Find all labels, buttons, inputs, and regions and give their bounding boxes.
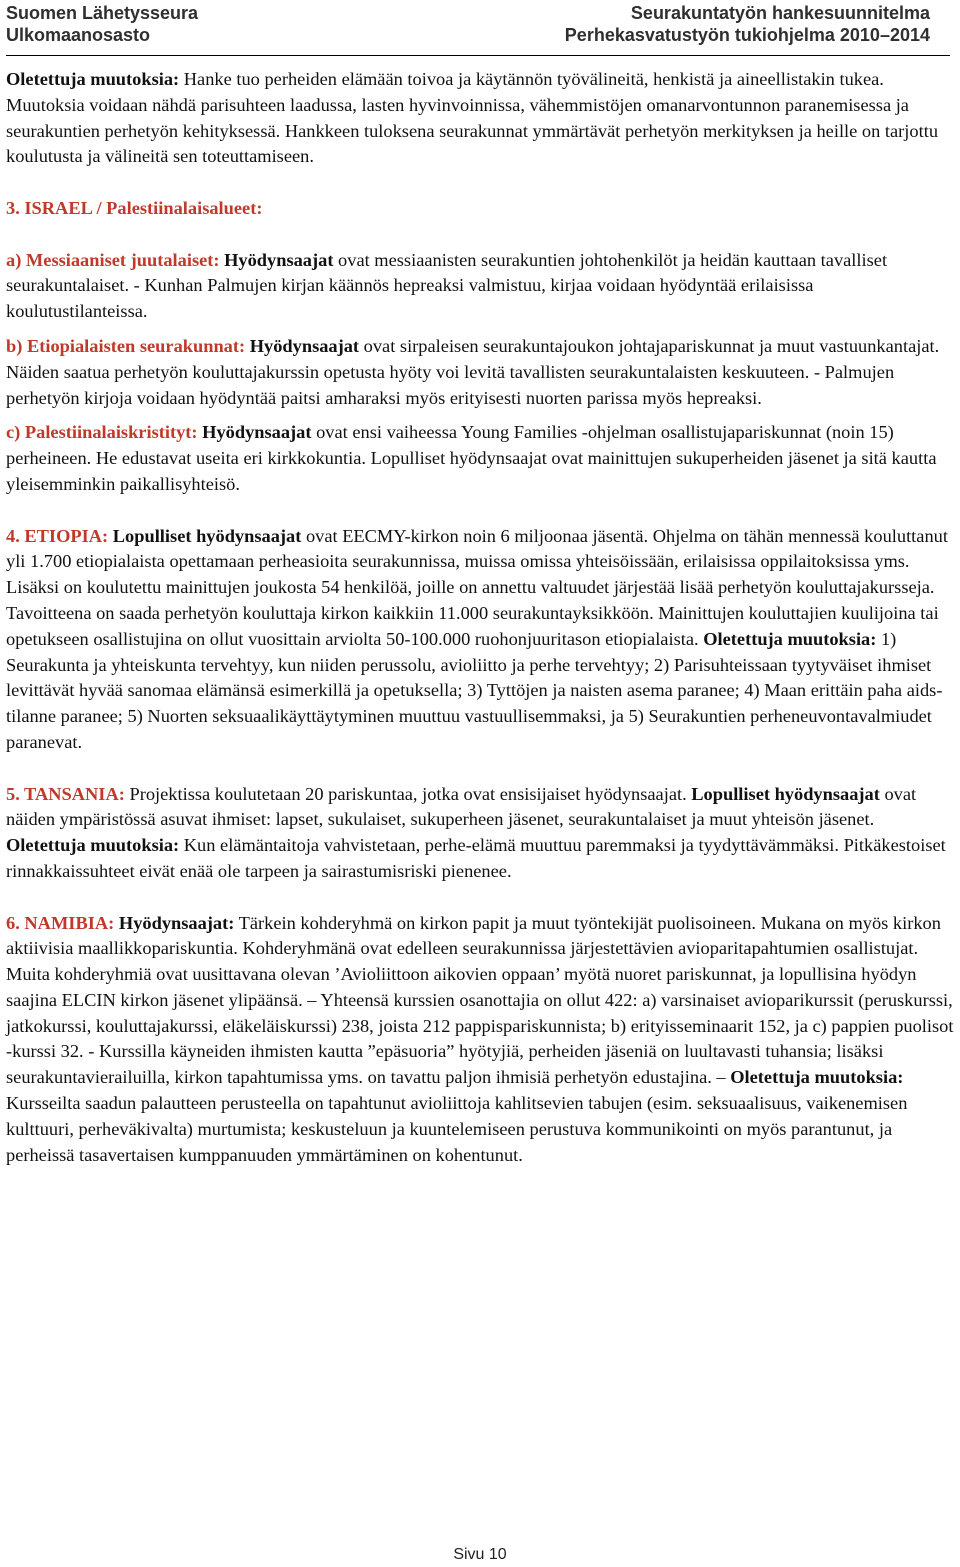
bold-final-beneficiaries: Lopulliset hyödynsaajat <box>108 525 302 546</box>
bold-expected-changes: Oletettuja muutoksia: <box>6 835 180 856</box>
paragraph-text: Projektissa koulutetaan 20 pariskuntaa, jotka ovat ensisijaiset hyödynsaajat. <box>124 783 687 804</box>
section-heading-text: 3. ISRAEL / Palestiinalaisalueet: <box>6 197 263 218</box>
bold-beneficiaries: Hyödynsaajat <box>197 422 312 443</box>
paragraph-text: Hanke tuo perheiden elämään toivoa ja käytännön työvälineitä, henkistä ja aineellistakin tukea. Muutoksia voidaan nähdä parisuhteen laadussa, lasten hyvinvoinnissa, vähemmistöjen omanarvontunnon paranemisessa ja seurakuntien perhetyön kehityksessä. Hankkeen tuloksena seurakunnat ymmärtävät perhetyön merkityksen ja heille on tarjottu koulutusta ja välineitä sen toteuttamiseen. <box>6 69 939 167</box>
label-expected-changes: Oletettuja muutoksia: <box>6 69 180 89</box>
section-heading-tanzania: 5. TANSANIA: <box>6 783 125 804</box>
bold-expected-changes: Oletettuja muutoksia: <box>725 1067 904 1088</box>
org-name: Suomen Lähetysseura <box>6 3 199 23</box>
paragraph-text: ovat sirpaleisen seurakuntajoukon johtajapariskunnat ja muut vastuunkantajat. Näiden saatua perhetyön kouluttajakurssin opetusta hyöty voi levitä tavallisten seurakuntalaisten keskuuteen. - Palmujen perhetyön kirjoja voidaan hyödyntää paitsi amharaksi myös erityisesti nuorten parissa myös hepreaksi. <box>6 335 940 408</box>
paragraph-israel-b <box>6 334 956 411</box>
paragraph-text: ovat ensi vaiheessa Young Families -ohjelman osallistujapariskunnat (noin 15) perheineen. He edustavat useita eri kirkkokuntia. Lopulliset hyödynsaajat ovat mainittujen sukuperheiden jäsenet ja sitä kautta yleisemminkin paikallisyhteisö. <box>6 422 937 494</box>
bold-final-beneficiaries: Lopulliset hyödynsaajat <box>686 783 880 804</box>
bold-beneficiaries: Hyödynsaajat <box>219 249 334 270</box>
paragraph-text: ovat näiden ympäristössä asuvat ihmiset: lapset, sukulaiset, sukuperheen jäsenet, seurakuntalaiset ja muut yhteisön jäsenet. <box>6 783 917 830</box>
paragraph-ethiopia <box>6 524 956 756</box>
paragraph-text: Kun elämäntaitoja vahvistetaan, perhe-elämä muuttuu paremmaksi ja tyydyttävämmäksi. Pitkäkestoiset rinnakkaissuhteet eivät enää ole tarpeen ja sairastumisriski pienenee. <box>6 835 946 881</box>
section-heading-namibia: 6. NAMIBIA: <box>6 912 115 933</box>
label-israel-a: a) Messiaaniset juutalaiset: <box>6 249 220 270</box>
section-heading-israel <box>6 196 956 222</box>
bold-beneficiaries: Hyödynsaajat: <box>114 912 235 933</box>
section-heading-ethiopia: 4. ETIOPIA: <box>6 525 109 546</box>
paragraph-text: ovat EECMY-kirkon noin 6 miljoonaa jäsentä. Ohjelma on tähän mennessä kouluttanut yli 1.700 etiopialaista opettamaan perheasioita seurakunnissa, muissa omissa yhteisöissään, erilaisissa oppilaitoksissa yms. Lisäksi on koulutettu mainittujen joukosta 54 henkilöä, joille on annettu valtuudet järjestää lisää perhetyön kouluttajakursseja. Tavoitteena on saada perhetyön kouluttaja kirkon kaikkiin 11.000 seurakuntayksikköön. Mainittujen kouluttajien kuulijoina tai opetukseen osallistujina on ollut vuosittain arviolta 50-100.000 ruohonjuuritason etiopialaista. <box>6 525 948 649</box>
department-name: Ulkomaanosasto <box>6 25 151 45</box>
label-israel-b: b) Etiopialaisten seurakunnat: <box>6 335 246 356</box>
bold-beneficiaries: Hyödynsaajat <box>245 335 360 356</box>
page-header <box>6 2 930 46</box>
page-number: Sivu 10 <box>453 1546 507 1563</box>
paragraph-israel-c <box>6 420 956 497</box>
paragraph-expected-changes <box>6 67 956 170</box>
label-israel-c: c) Palestiinalaiskristityt: <box>6 422 198 443</box>
paragraph-israel-a <box>6 248 956 325</box>
program-title: Perhekasvatustyön tukiohjelma 2010–2014 <box>564 25 930 45</box>
paragraph-text: ovat messiaanisten seurakuntien johtohenkilöt ja heidän kauttaan tavalliset seurakuntalaiset. - Kunhan Palmujen kirjan käännös hepreaksi valmistuu, kirjaa voidaan hyödyntää erilaisissa koulutustilanteissa. <box>6 249 888 322</box>
paragraph-text: 1) Seurakunta ja yhteiskunta tervehtyy, kun niiden perussolu, avioliitto ja perhe tervehtyy; 2) Parisuhteissaan tyytyväiset ihmiset levittävät hyvää sanomaa elämänsä esimerkillä ja opetuksella; 3) Tyttöjen ja naisten asema paranee; 4) Maan erittäin paha aids-tilanne paranee; 5) Nuorten seksuaalikäyttäytyminen muuttuu vastuullisemmaksi, ja 5) Seurakuntien perheneuvontavalmiudet paranevat. <box>6 628 943 752</box>
paragraph-namibia <box>6 911 956 1169</box>
header-divider <box>6 55 950 56</box>
plan-title: Seurakuntatyön hankesuunnitelma <box>630 3 930 23</box>
paragraph-text: Kursseilta saadun palautteen perusteella on tapahtunut avioliittoja kahlitsevien tabujen (esim. seksuaalisuus, vaikenemisen kulttuuri, perheväkivalta) murtumista; keskusteluun ja kuuntelemiseen perustuva kommunikointi on myös parantunut, ja perheissä tasavertaisen kumppanuuden ymmärtäminen on kohentunut. <box>6 1093 908 1165</box>
paragraph-text: Tärkein kohderyhmä on kirkon papit ja muut työntekijät puolisoineen. Mukana on myös kirkon aktiivisia maallikkopariskuntia. Kohderyhmänä ovat edelleen seurakunnissa järjestettävien avioparitapahtumien osallistujat. Muita kohderyhmiä ovat uusittavana olevan ’Avioliittoon aikovien oppaan’ myötä nuoret pariskunnat, ja lopullisina hyödyn saajina ELCIN kirkon jäsenet ylipäänsä. – Yhteensä kurssien osanottajia on ollut 422: a) varsinaiset avioparikurssit (peruskurssi, jatkokurssi, kouluttajakurssi, eläkeläiskurssi) 238, joista 212 pappispariskunnista; b) erityisseminaarit 152, ja c) pappien puolisot -kurssi 32. - Kurssilla käyneiden ihmisten kautta ”epäsuoria” hyötyjiä, perheiden jäseniä on luultavasti tuhansia; lisäksi seurakuntavierailuilla, kirkon tapahtumissa yms. on tavattu paljon ihmisiä perhetyön edustajina. – <box>6 912 954 1088</box>
bold-expected-changes: Oletettuja muutoksia: <box>698 628 877 649</box>
document-body <box>6 67 956 1168</box>
paragraph-tanzania <box>6 782 956 885</box>
